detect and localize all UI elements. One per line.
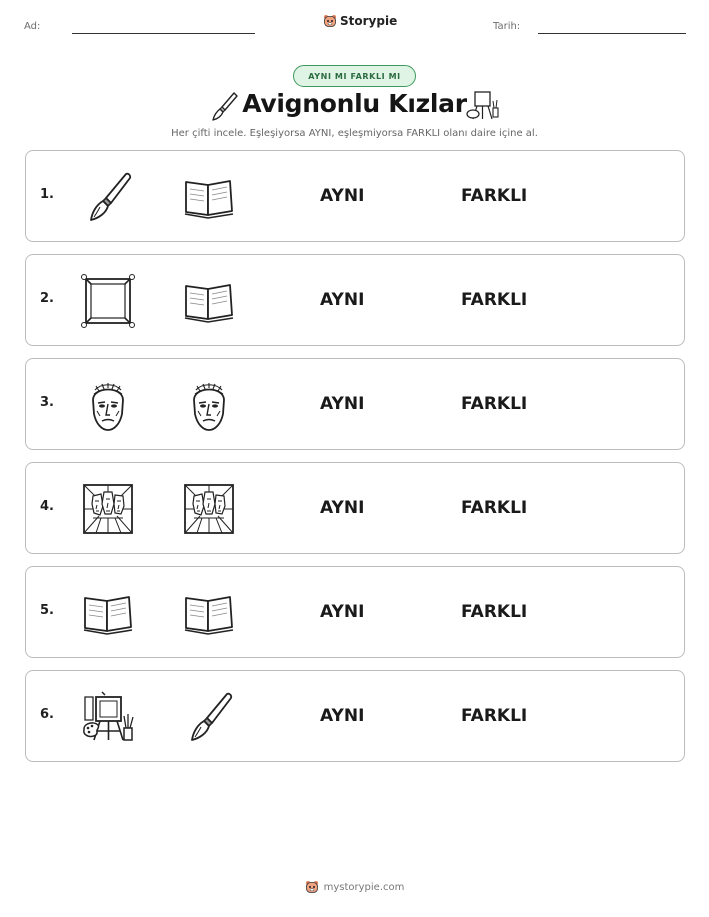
option-same[interactable]: AYNI: [320, 602, 365, 622]
question-row-4: [25, 462, 685, 554]
option-different[interactable]: FARKLI: [461, 706, 528, 726]
storypie-mascot-icon: [323, 14, 337, 28]
row-number: 3.: [40, 395, 54, 410]
option-same[interactable]: AYNI: [320, 498, 365, 518]
brand-name: Storypie: [340, 14, 398, 28]
paintbrush-icon: [182, 690, 236, 744]
tribal-mask-icon: [81, 378, 135, 432]
question-row-6: [25, 670, 685, 762]
book-icon: [182, 586, 236, 640]
option-same[interactable]: AYNI: [320, 706, 365, 726]
question-row-2: [25, 254, 685, 346]
instructions: Her çifti incele. Eşleşiyorsa AYNI, eşleşmiyorsa FARKLI olanı daire içine al.: [171, 128, 538, 139]
option-different[interactable]: FARKLI: [461, 186, 528, 206]
name-label: Ad:: [24, 21, 41, 32]
footer-url[interactable]: mystorypie.com: [323, 881, 405, 893]
date-label: Tarih:: [493, 21, 521, 32]
row-number: 4.: [40, 499, 54, 514]
question-row-3: [25, 358, 685, 450]
date-field[interactable]: [538, 33, 686, 34]
cubist-faces-icon: [81, 482, 135, 536]
option-different[interactable]: FARKLI: [461, 602, 528, 622]
row-number: 1.: [40, 187, 54, 202]
storypie-mascot-icon: [305, 880, 319, 894]
book-icon: [182, 170, 236, 224]
easel-palette-icon: [466, 89, 500, 121]
book-icon: [81, 586, 135, 640]
book-icon: [182, 274, 236, 328]
activity-badge: AYNI MI FARKLI MI: [293, 65, 416, 87]
paintbrush-icon: [81, 170, 135, 224]
tribal-mask-icon: [182, 378, 236, 432]
option-different[interactable]: FARKLI: [461, 394, 528, 414]
question-row-1: [25, 150, 685, 242]
option-same[interactable]: AYNI: [320, 186, 365, 206]
name-field[interactable]: [72, 33, 255, 34]
row-number: 2.: [40, 291, 54, 306]
row-number: 5.: [40, 603, 54, 618]
option-same[interactable]: AYNI: [320, 290, 365, 310]
option-same[interactable]: AYNI: [320, 394, 365, 414]
canvas-frame-icon: [81, 274, 135, 328]
option-different[interactable]: FARKLI: [461, 498, 528, 518]
option-different[interactable]: FARKLI: [461, 290, 528, 310]
brand-logo: [323, 14, 397, 28]
question-row-5: [25, 566, 685, 658]
easel-palette-icon: [81, 690, 135, 744]
cubist-faces-icon: [182, 482, 236, 536]
page-title: Avignonlu Kızlar: [242, 89, 467, 118]
footer: [0, 880, 709, 894]
row-number: 6.: [40, 707, 54, 722]
